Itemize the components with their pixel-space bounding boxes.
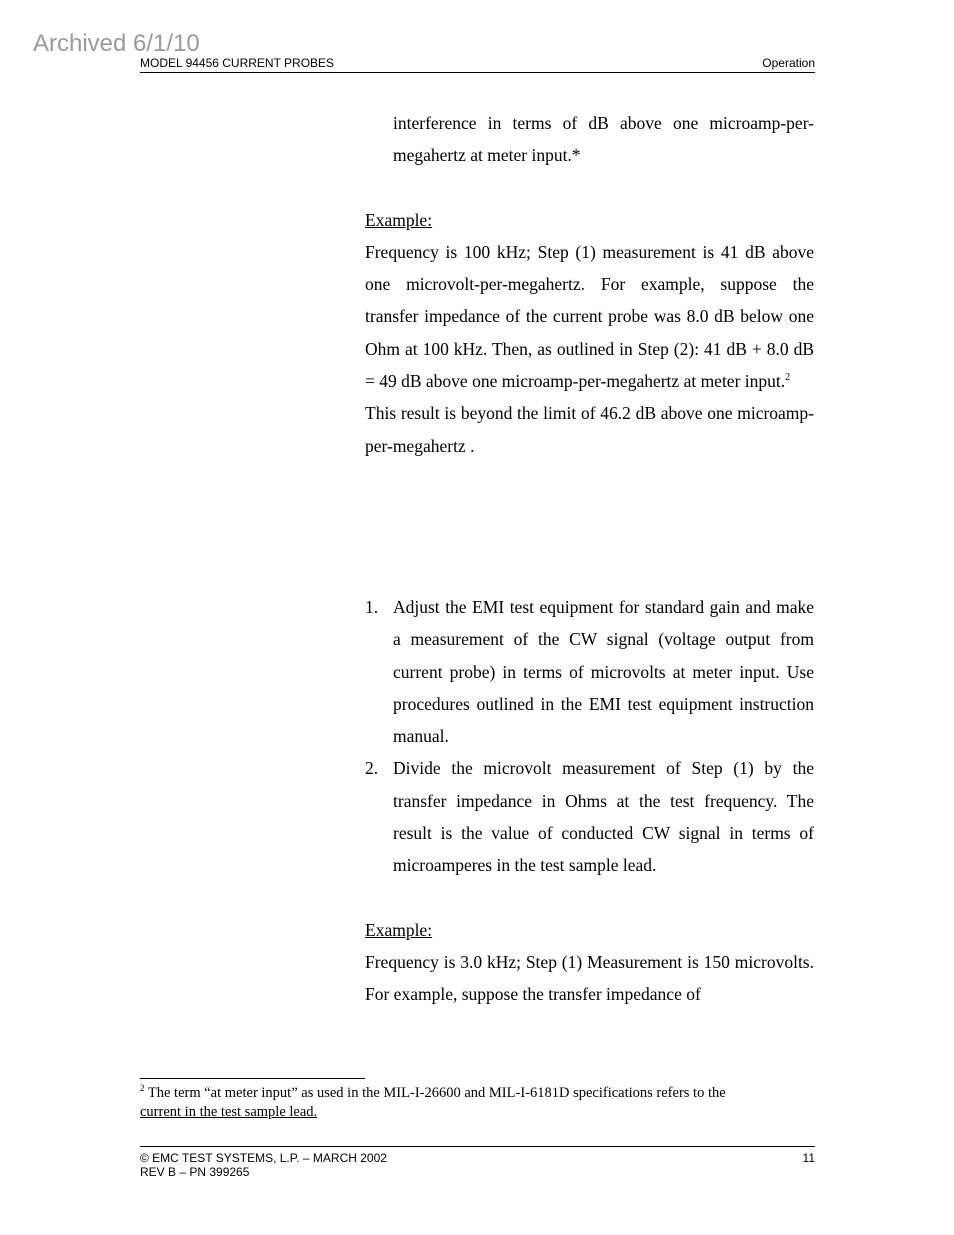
procedure-block (365, 591, 814, 1011)
example-label: Example: (365, 209, 433, 230)
footnote-text: The term “at meter input” as used in the MIL-I-26600 and MIL-I-6181D specifications refers to the (147, 1085, 726, 1101)
procedure-steps (365, 591, 814, 882)
example-block-1 (365, 107, 814, 462)
footnote (140, 1084, 816, 1122)
footnote-text-continued: current in the test sample lead. (140, 1104, 318, 1120)
step-number: 1. (365, 597, 379, 617)
example-paragraph: Frequency is 100 kHz; Step (1) measurement is 41 dB above one microvolt-per-megahertz. For example, suppose the transfer impedance of the current probe was 8.0 dB below one Ohm at 100 kHz. Then, as outlined in Step (2): 41 dB + 8.0 dB = 49 dB above one microamp-per-megahertz at meter input.$^2$ (365, 241, 814, 392)
list-item (365, 591, 814, 752)
archived-watermark: Archived 6/1/10 (33, 30, 200, 57)
result-paragraph: This result is beyond the limit of 46.2 dB above one microamp-per-megahertz . (365, 403, 814, 456)
footnote-number: 2 (140, 1083, 145, 1093)
page-footer (140, 1146, 815, 1179)
footer-revision: REV B – PN 399265 (140, 1165, 250, 1179)
step-text: Adjust the EMI test equipment for standard gain and make a measurement of the CW signal (voltage output from current probe) in terms of microvolts at meter input. Use procedures outlined in the EMI test equipment instruction manual. (393, 597, 814, 747)
footnote-reference: 2 (785, 372, 791, 384)
example-label: Example: (365, 919, 433, 940)
footnote-separator (140, 1078, 365, 1079)
page-number: 11 (802, 1151, 815, 1165)
page-header (140, 55, 815, 73)
footer-copyright: © EMC TEST SYSTEMS, L.P. – MARCH 2002 (140, 1151, 387, 1165)
header-section-title: Operation (762, 56, 815, 70)
step-text: Divide the microvolt measurement of Step (1) by the transfer impedance in Ohms at the test frequency. The result is the value of conducted CW signal in terms of microamperes in the test sample lead. (393, 758, 814, 876)
continuation-paragraph: interference in terms of dB above one microamp-per-megahertz at meter input.* (393, 113, 814, 166)
list-item (365, 752, 814, 881)
example-paragraph: Frequency is 3.0 kHz; Step (1) Measurement is 150 microvolts. For example, suppose the transfer impedance of (365, 951, 814, 1005)
header-model-title: MODEL 94456 CURRENT PROBES (140, 56, 335, 70)
step-number: 2. (365, 758, 379, 779)
